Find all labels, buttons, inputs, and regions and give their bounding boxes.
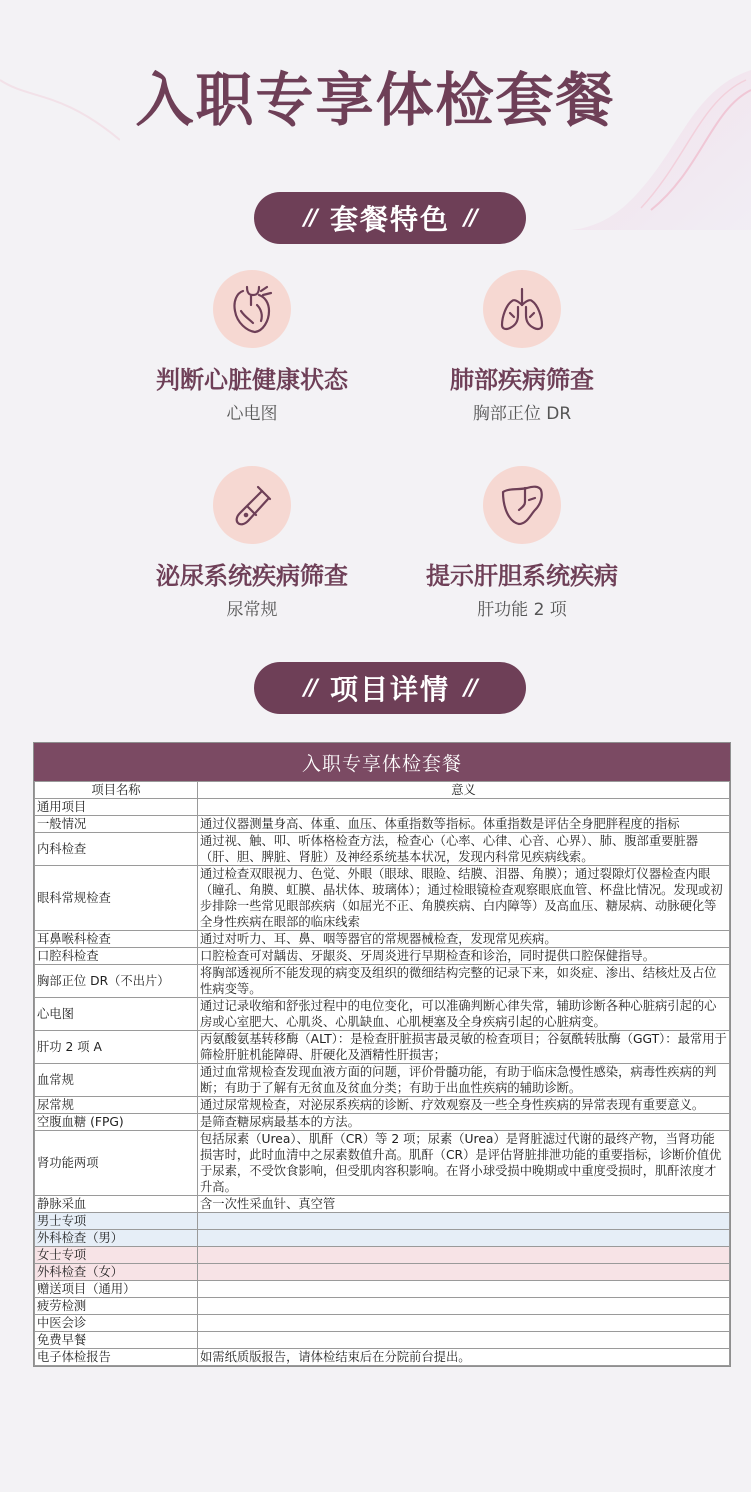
item-meaning-cell <box>198 799 730 816</box>
slash-decoration: // <box>303 205 316 231</box>
item-meaning-cell: 通过检查双眼视力、色觉、外眼（眼球、眼睑、结膜、泪器、角膜）；通过裂隙灯仪器检查内眼（瞳孔、角膜、虹膜、晶状体、玻璃体）；通过检眼镜检查观察眼底血管、杯盘比情况。发现或初步排除一些常见眼部疾病（如屈光不正、角膜疾病、白内障等）及高血压、糖尿病、动脉硬化等全身性疾病在眼部的临床线索 <box>198 866 730 931</box>
table-row <box>35 1196 730 1213</box>
table-row <box>35 1349 730 1366</box>
table-row <box>35 1213 730 1230</box>
item-meaning-cell: 通过视、触、叩、听体格检查方法，检查心（心率、心律、心音、心界）、肺、腹部重要脏器（肝、胆、脾脏、肾脏）及神经系统基本状况，发现内科常见疾病线索。 <box>198 833 730 866</box>
item-meaning-cell: 将胸部透视所不能发现的病变及组织的微细结构完整的记录下来，如炎症、渗出、结核灶及占位性病变等。 <box>198 965 730 998</box>
item-name-cell: 眼科常规检查 <box>35 866 198 931</box>
item-meaning-cell: 丙氨酸氨基转移酶（ALT）：是检查肝脏损害最灵敏的检查项目；谷氨酰转肽酶（GGT）：最常用于筛检肝脏机能障碍、肝硬化及酒精性肝损害； <box>198 1031 730 1064</box>
item-name-cell: 尿常规 <box>35 1097 198 1114</box>
item-name-cell: 免费早餐 <box>35 1332 198 1349</box>
item-name-cell: 胸部正位 DR（不出片） <box>35 965 198 998</box>
table-row <box>35 998 730 1031</box>
table-row <box>35 1114 730 1131</box>
liver-icon <box>483 466 561 544</box>
heart-icon <box>213 270 291 348</box>
item-meaning-cell <box>198 1264 730 1281</box>
item-meaning-cell: 口腔检查可对龋齿、牙龈炎、牙周炎进行早期检查和诊治，同时提供口腔保健指导。 <box>198 948 730 965</box>
table-row <box>35 948 730 965</box>
item-name-cell: 男士专项 <box>35 1213 198 1230</box>
item-meaning-cell <box>198 1247 730 1264</box>
feature-heart <box>122 270 382 426</box>
item-name-cell: 肝功 2 项 A <box>35 1031 198 1064</box>
table-row <box>35 866 730 931</box>
table-row <box>35 1097 730 1114</box>
table-row <box>35 833 730 866</box>
details-table <box>33 742 731 1367</box>
feature-lungs <box>392 270 652 426</box>
item-meaning-cell <box>198 1230 730 1247</box>
table-row <box>35 1230 730 1247</box>
table-row <box>35 1281 730 1298</box>
items-table <box>34 781 730 1366</box>
table-title: 入职专享体检套餐 <box>34 743 730 781</box>
item-meaning-cell <box>198 1332 730 1349</box>
feature-title: 提示肝胆系统疾病 <box>426 562 618 590</box>
item-meaning-cell: 包括尿素（Urea）、肌酐（CR）等 2 项；尿素（Urea）是肾脏滤过代谢的最终产物，当肾功能损害时，此时血清中之尿素数值升高。肌酐（CR）是评估肾脏排泄功能的重要指标，诊断价值优于尿素，不受饮食影响，但受肌肉容积影响。在肾小球受损中晚期或中重度受损时，肌酐浓度才升高。 <box>198 1131 730 1196</box>
feature-urine <box>122 466 382 622</box>
item-name-cell: 外科检查（女） <box>35 1264 198 1281</box>
table-row <box>35 799 730 816</box>
item-name-cell: 中医会诊 <box>35 1315 198 1332</box>
table-row <box>35 1332 730 1349</box>
feature-subtitle: 肝功能 2 项 <box>477 600 567 620</box>
slash-decoration: // <box>464 675 477 701</box>
section-header-features <box>254 192 526 244</box>
table-row <box>35 1264 730 1281</box>
item-meaning-cell: 通过仪器测量身高、体重、血压、体重指数等指标。体重指数是评估全身肥胖程度的指标 <box>198 816 730 833</box>
item-name-cell: 赠送项目（通用） <box>35 1281 198 1298</box>
lungs-icon <box>483 270 561 348</box>
item-name-cell: 口腔科检查 <box>35 948 198 965</box>
table-row <box>35 965 730 998</box>
item-meaning-cell <box>198 1281 730 1298</box>
table-row <box>35 816 730 833</box>
table-row <box>35 1131 730 1196</box>
item-meaning-cell <box>198 1298 730 1315</box>
item-meaning-cell: 是筛查糖尿病最基本的方法。 <box>198 1114 730 1131</box>
item-meaning-cell: 通过尿常规检查，对泌尿系疾病的诊断、疗效观察及一些全身性疾病的异常表现有重要意义。 <box>198 1097 730 1114</box>
table-row <box>35 1031 730 1064</box>
table-row <box>35 1315 730 1332</box>
item-name-cell: 内科检查 <box>35 833 198 866</box>
item-name-cell: 一般情况 <box>35 816 198 833</box>
table-row <box>35 1064 730 1097</box>
column-header-meaning: 意义 <box>198 782 730 799</box>
page-title: 入职专享体检套餐 <box>135 66 616 134</box>
slash-decoration: // <box>303 675 316 701</box>
item-name-cell: 静脉采血 <box>35 1196 198 1213</box>
item-name-cell: 外科检查（男） <box>35 1230 198 1247</box>
feature-subtitle: 胸部正位 DR <box>472 404 572 424</box>
table-row <box>35 1247 730 1264</box>
test-tube-icon <box>213 466 291 544</box>
table-row <box>35 1298 730 1315</box>
item-meaning-cell <box>198 1213 730 1230</box>
feature-title: 泌尿系统疾病筛查 <box>156 562 348 590</box>
feature-subtitle: 尿常规 <box>226 600 278 620</box>
slash-decoration: // <box>464 205 477 231</box>
table-row <box>35 931 730 948</box>
feature-subtitle: 心电图 <box>226 404 278 424</box>
item-name-cell: 通用项目 <box>35 799 198 816</box>
item-name-cell: 血常规 <box>35 1064 198 1097</box>
item-name-cell: 心电图 <box>35 998 198 1031</box>
item-meaning-cell: 通过记录收缩和舒张过程中的电位变化，可以准确判断心律失常，辅助诊断各种心脏病引起的心房或心室肥大、心肌炎、心肌缺血、心肌梗塞及全身疾病引起的心脏病变。 <box>198 998 730 1031</box>
item-meaning-cell: 含一次性采血针、真空管 <box>198 1196 730 1213</box>
section-header-details <box>254 662 526 714</box>
item-name-cell: 肾功能两项 <box>35 1131 198 1196</box>
item-meaning-cell <box>198 1315 730 1332</box>
item-name-cell: 电子体检报告 <box>35 1349 198 1366</box>
item-meaning-cell: 通过对听力、耳、鼻、咽等器官的常规器械检查，发现常见疾病。 <box>198 931 730 948</box>
item-name-cell: 耳鼻喉科检查 <box>35 931 198 948</box>
section-label: 项目详情 <box>329 673 450 706</box>
item-name-cell: 空腹血糖 (FPG) <box>35 1114 198 1131</box>
section-label: 套餐特色 <box>329 203 450 236</box>
feature-title: 判断心脏健康状态 <box>156 366 348 394</box>
feature-title: 肺部疾病筛查 <box>450 366 594 394</box>
table-header-row <box>35 782 730 799</box>
item-name-cell: 疲劳检测 <box>35 1298 198 1315</box>
item-meaning-cell: 通过血常规检查发现血液方面的问题，评价骨髓功能，有助于临床急慢性感染，病毒性疾病的判断；有助于了解有无贫血及贫血分类；有助于出血性疾病的辅助诊断。 <box>198 1064 730 1097</box>
column-header-name: 项目名称 <box>35 782 198 799</box>
item-meaning-cell: 如需纸质版报告，请体检结束后在分院前台提出。 <box>198 1349 730 1366</box>
feature-liver <box>392 466 652 622</box>
item-name-cell: 女士专项 <box>35 1247 198 1264</box>
